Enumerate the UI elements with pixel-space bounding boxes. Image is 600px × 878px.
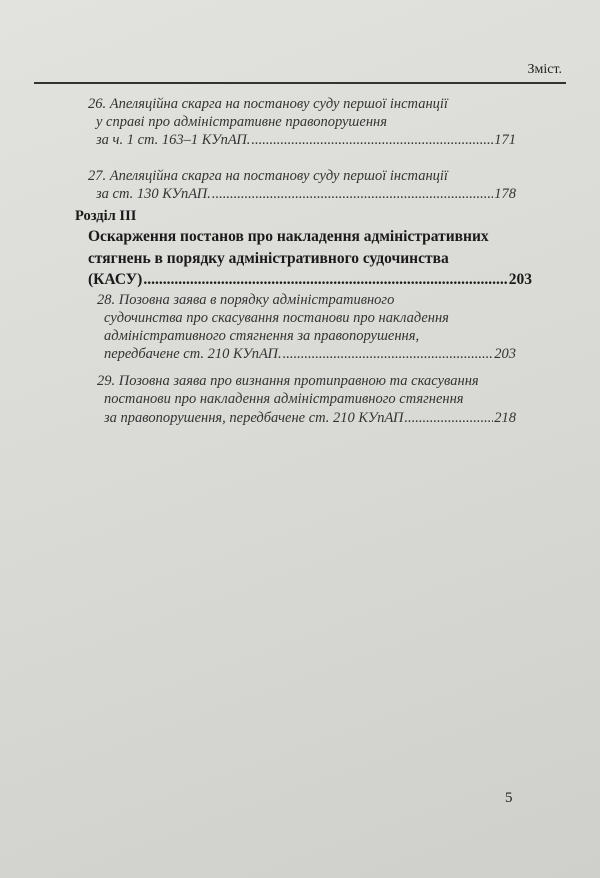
entry-line xyxy=(104,345,516,363)
running-header: Зміст. xyxy=(527,62,562,77)
page-ref: 203 xyxy=(494,346,516,362)
section-title-line xyxy=(88,271,532,289)
section-title-line: Оскарження постанов про накладення адміністративних xyxy=(88,228,489,245)
entry-line: 28. Позовна заява в порядку адміністративного xyxy=(97,292,395,308)
section-label: Розділ ІІІ xyxy=(75,208,137,224)
entry-line: адміністративного стягнення за правопорушення, xyxy=(104,328,420,344)
entry-line: 27. Апеляційна скарга на постанову суду першої інстанції xyxy=(88,168,448,184)
entry-text: за ч. 1 ст. 163–1 КУпАП. xyxy=(96,132,251,148)
entry-line xyxy=(96,131,516,149)
entry-text: за правопорушення, передбачене ст. 210 КУпАП xyxy=(104,410,404,426)
header-rule xyxy=(34,82,566,84)
entry-line: постанови про накладення адміністративного стягнення xyxy=(104,391,464,407)
page-ref: 171 xyxy=(494,132,516,148)
page-ref: 218 xyxy=(494,410,516,426)
entry-line xyxy=(104,409,516,427)
entry-line xyxy=(96,185,516,203)
entry-text: (КАСУ) xyxy=(88,271,143,288)
page-ref: 178 xyxy=(494,186,516,202)
section-title-line: стягнень в порядку адміністративного судочинства xyxy=(88,250,449,267)
entry-line: судочинства про скасування постанови про накладення xyxy=(104,310,449,326)
entry-line: 29. Позовна заява про визнання протиправною та скасування xyxy=(97,373,479,389)
entry-line: 26. Апеляційна скарга на постанову суду першої інстанції xyxy=(88,96,448,112)
entry-text: за ст. 130 КУпАП. xyxy=(96,186,211,202)
entry-text: передбачене ст. 210 КУпАП. xyxy=(104,346,282,362)
entry-line: у справі про адміністративне правопорушення xyxy=(96,114,387,130)
page-ref: 203 xyxy=(508,271,532,288)
page-number: 5 xyxy=(505,790,513,806)
